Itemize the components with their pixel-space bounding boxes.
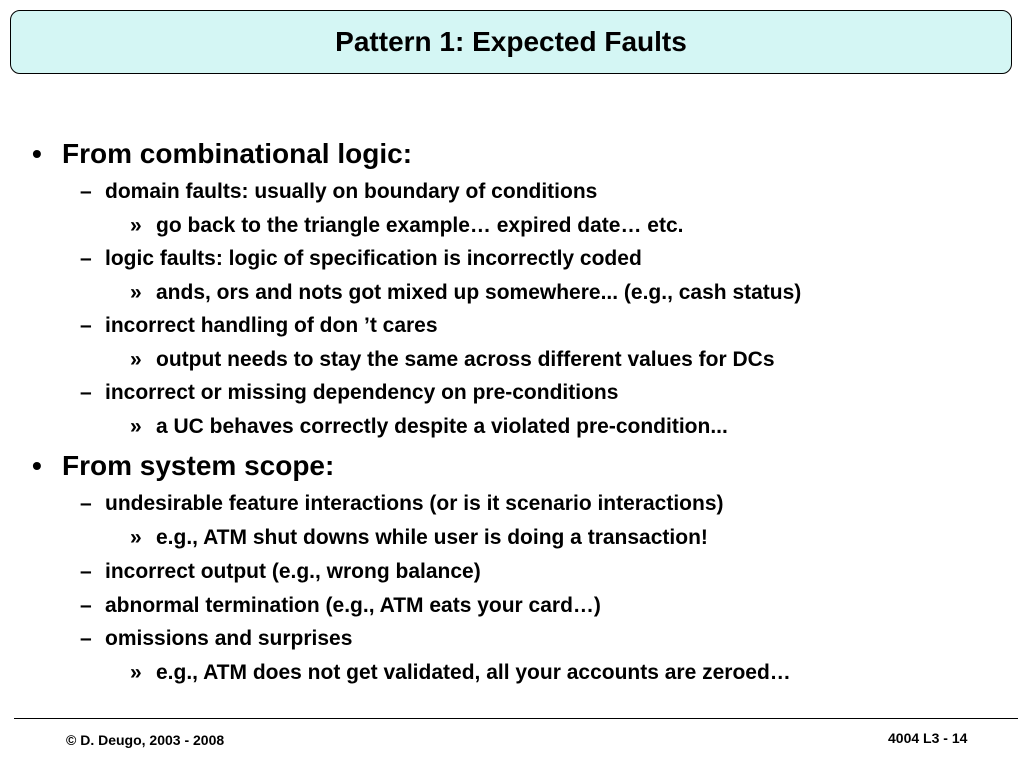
bullet-marker-level2: – (80, 180, 92, 203)
bullet-marker-level1: • (32, 138, 42, 169)
bullet-marker-level1: • (32, 450, 42, 481)
bullet-marker-level2: – (80, 247, 92, 270)
bullet-text-level1: From system scope: (62, 450, 335, 481)
bullet-marker-level2: – (80, 381, 92, 404)
bullet-text-level2: incorrect output (e.g., wrong balance) (105, 560, 481, 583)
bullet-text-level3: output needs to stay the same across different values for DCs (156, 348, 775, 371)
footer-divider (14, 718, 1018, 719)
bullet-text-level3: e.g., ATM does not get validated, all your accounts are zeroed… (156, 661, 791, 684)
bullet-text-level3: e.g., ATM shut downs while user is doing a transaction! (156, 526, 708, 549)
bullet-text-level3: ands, ors and nots got mixed up somewhere... (e.g., cash status) (156, 281, 802, 304)
bullet-text-level3: a UC behaves correctly despite a violated pre-condition... (156, 415, 728, 438)
bullet-marker-level3: » (130, 348, 142, 371)
bullet-text-level1: From combinational logic: (62, 138, 413, 169)
footer-copyright: © D. Deugo, 2003 - 2008 (66, 732, 225, 748)
bullet-text-level2: incorrect or missing dependency on pre-conditions (105, 381, 619, 404)
bullet-marker-level3: » (130, 661, 142, 684)
slide-title: Pattern 1: Expected Faults (335, 26, 687, 57)
bullet-text-level2: omissions and surprises (105, 627, 353, 650)
bullet-marker-level2: – (80, 314, 92, 337)
bullet-marker-level3: » (130, 526, 142, 549)
bullet-text-level2: undesirable feature interactions (or is it scenario interactions) (105, 492, 724, 515)
bullet-marker-level2: – (80, 560, 92, 583)
bullet-text-level2: incorrect handling of don ’t cares (105, 314, 438, 337)
bullet-marker-level3: » (130, 415, 142, 438)
footer-page-number: 4004 L3 - 14 (888, 730, 968, 746)
bullet-text-level2: abnormal termination (e.g., ATM eats your card…) (105, 594, 601, 617)
bullet-marker-level2: – (80, 492, 92, 515)
bullet-text-level2: logic faults: logic of specification is incorrectly coded (105, 247, 642, 270)
bullet-text-level3: go back to the triangle example… expired date… etc. (156, 214, 684, 237)
bullet-marker-level3: » (130, 214, 142, 237)
bullet-marker-level3: » (130, 281, 142, 304)
bullet-marker-level2: – (80, 594, 92, 617)
bullet-marker-level2: – (80, 627, 92, 650)
bullet-text-level2: domain faults: usually on boundary of conditions (105, 180, 598, 203)
